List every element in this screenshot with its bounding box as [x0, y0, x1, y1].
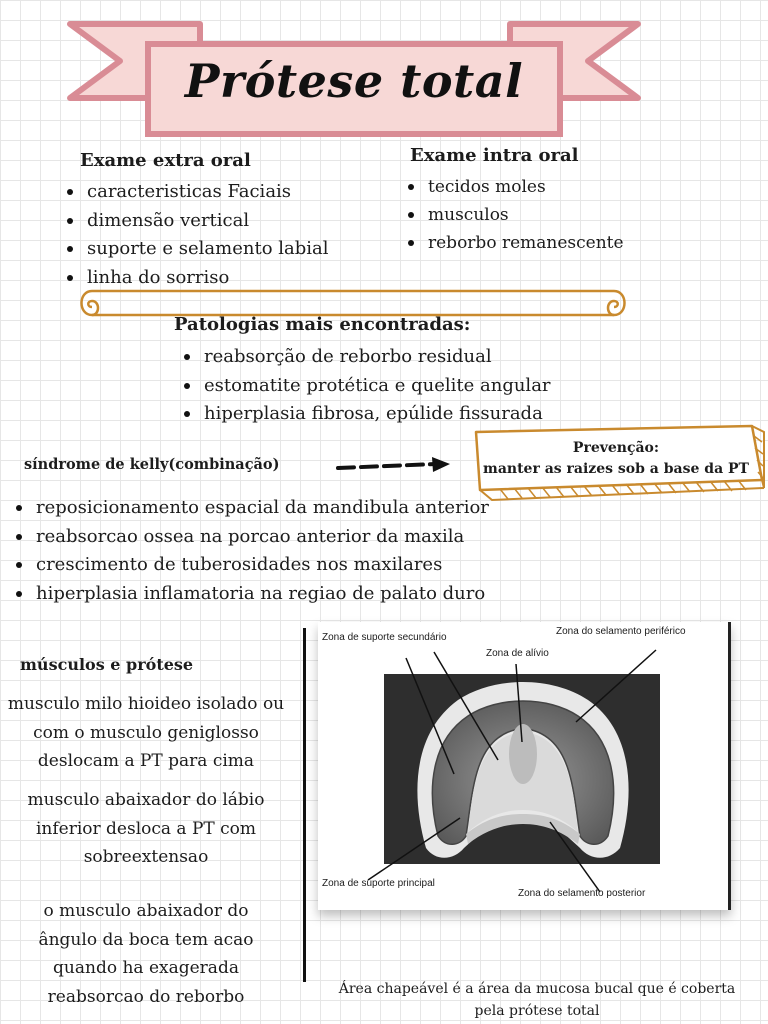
dashed-arrow-icon [336, 455, 452, 477]
list-item: estomatite protética e quelite angular [182, 372, 551, 401]
denture-figure [318, 622, 731, 910]
label-selamento-posterior: Zona do selamento posterior [518, 888, 646, 899]
patologias-list [182, 343, 551, 429]
intra-oral-list [406, 173, 624, 257]
list-item: caracteristicas Faciais [65, 178, 329, 207]
kelly-list [14, 494, 489, 608]
musculos-paragraph-2 [0, 786, 292, 872]
list-item: dimensão vertical [65, 207, 329, 236]
vertical-divider [303, 628, 306, 982]
list-item: hiperplasia fibrosa, epúlide fissurada [182, 400, 551, 429]
paragraph-line: quando ha exagerada [53, 958, 239, 978]
list-item: musculos [406, 201, 624, 229]
musculos-paragraph-3 [0, 897, 292, 1011]
musculos-heading: músculos e prótese [20, 655, 194, 674]
maxilla-illustration [318, 622, 728, 910]
figure-caption [306, 978, 768, 1022]
intra-oral-heading: Exame intra oral [410, 145, 579, 166]
extra-oral-heading: Exame extra oral [80, 150, 251, 171]
kelly-heading: síndrome de kelly(combinação) [24, 456, 280, 473]
caption-line: pela prótese total [474, 1003, 600, 1019]
prevencao-title: Prevenção: [572, 440, 660, 456]
prevencao-box [470, 422, 766, 504]
list-item: suporte e selamento labial [65, 235, 329, 264]
list-item: hiperplasia inflamatoria na regiao de palato duro [14, 580, 489, 609]
list-item: crescimento de tuberosidades nos maxilares [14, 551, 489, 580]
list-item: reabsorção de reborbo residual [182, 343, 551, 372]
label-selamento-periferico: Zona do selamento periférico [556, 626, 686, 637]
musculos-paragraph-1 [0, 690, 292, 776]
label-suporte-principal: Zona de suporte principal [322, 878, 435, 889]
list-item: reborbo remanescente [406, 229, 624, 257]
list-item: tecidos moles [406, 173, 624, 201]
page-title: Prótese total [184, 54, 524, 108]
paragraph-line: inferior desloca a PT com [35, 818, 257, 839]
patologias-heading: Patologias mais encontradas: [174, 314, 471, 335]
paragraph-line: ângulo da boca tem acao [38, 929, 254, 950]
label-alivio: Zona de alívio [486, 648, 549, 659]
paragraph-line: musculo abaixador do lábio [27, 790, 265, 810]
title-banner [60, 18, 650, 143]
label-suporte-secundario: Zona de suporte secundário [322, 632, 447, 643]
list-item: linha do sorriso [65, 264, 329, 293]
paragraph-line: reabsorcao do reborbo [47, 986, 245, 1007]
paragraph-line: o musculo abaixador do [43, 901, 249, 921]
paragraph-line: deslocam a PT para cima [37, 751, 255, 771]
paragraph-line: sobreextensao [83, 847, 209, 867]
paragraph-line: musculo milo hioideo isolado ou [7, 694, 285, 714]
list-item: reposicionamento espacial da mandibula anterior [14, 494, 489, 523]
prevencao-text: manter as raizes sob a base da PT [483, 461, 749, 477]
caption-line: Área chapeável é a área da mucosa bucal que é coberta [338, 981, 736, 997]
extra-oral-list [65, 178, 329, 292]
list-item: reabsorcao ossea na porcao anterior da maxila [14, 523, 489, 552]
paragraph-line: com o musculo geniglosso [33, 722, 259, 743]
